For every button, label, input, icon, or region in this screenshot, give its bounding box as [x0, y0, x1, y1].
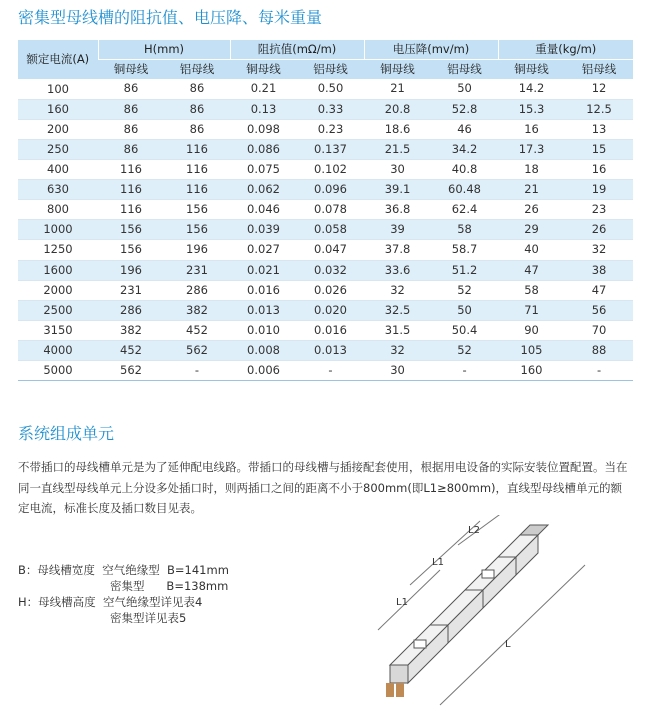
- label-l1-bottom: L1: [396, 597, 408, 608]
- table-cell: 0.021: [230, 260, 297, 280]
- table-cell: 452: [98, 340, 164, 360]
- table-cell: 156: [98, 240, 164, 260]
- table-cell: 39.1: [364, 180, 431, 200]
- header-height: H(mm): [98, 40, 230, 60]
- table-row: [18, 260, 633, 280]
- table-cell: 4000: [18, 340, 98, 360]
- table-row: [18, 240, 633, 260]
- table-cell: 60.48: [431, 180, 498, 200]
- table-cell: 13: [565, 119, 633, 139]
- table-cell: 116: [164, 160, 230, 180]
- subheader-aluminum: 铝母线: [297, 60, 364, 80]
- table-cell: 51.2: [431, 260, 498, 280]
- table-cell: 0.078: [297, 200, 364, 220]
- table-row: [18, 361, 633, 381]
- table-row: [18, 200, 633, 220]
- table-cell: 12.5: [565, 99, 633, 119]
- table-cell: 100: [18, 79, 98, 99]
- busbar-unit-diagram: [370, 515, 610, 715]
- table-cell: 400: [18, 160, 98, 180]
- table-cell: 32: [364, 280, 431, 300]
- table-cell: 14.2: [498, 79, 565, 99]
- table-cell: 50: [431, 300, 498, 320]
- table-cell: -: [164, 361, 230, 381]
- table-cell: 156: [164, 220, 230, 240]
- table-cell: 0.039: [230, 220, 297, 240]
- table-cell: 16: [498, 119, 565, 139]
- table-cell: 86: [164, 99, 230, 119]
- table-cell: 0.058: [297, 220, 364, 240]
- table-cell: 50: [431, 79, 498, 99]
- table-cell: 0.086: [230, 139, 297, 159]
- table-cell: 0.013: [297, 340, 364, 360]
- table-cell: 86: [98, 119, 164, 139]
- table-cell: 200: [18, 119, 98, 139]
- table-cell: 0.016: [230, 280, 297, 300]
- table-cell: 160: [498, 361, 565, 381]
- table-row: [18, 220, 633, 240]
- table-cell: 452: [164, 320, 230, 340]
- label-l2: L2: [468, 525, 480, 536]
- table-row: [18, 280, 633, 300]
- table-cell: 0.010: [230, 320, 297, 340]
- table-cell: 0.21: [230, 79, 297, 99]
- dimension-legend: [18, 562, 229, 626]
- legend-b-air: 空气绝缘型 B=141mm: [102, 563, 229, 577]
- table-cell: 0.047: [297, 240, 364, 260]
- table-cell: 32: [565, 240, 633, 260]
- table-cell: 34.2: [431, 139, 498, 159]
- table-cell: 12: [565, 79, 633, 99]
- table-cell: 0.026: [297, 280, 364, 300]
- table-cell: 62.4: [431, 200, 498, 220]
- table-cell: 0.50: [297, 79, 364, 99]
- table-cell: 86: [164, 79, 230, 99]
- table-cell: 30: [364, 160, 431, 180]
- legend-h-label: H：母线槽高度: [18, 595, 96, 609]
- table-cell: 26: [565, 220, 633, 240]
- table-row: [18, 139, 633, 159]
- table-cell: 630: [18, 180, 98, 200]
- table-cell: 86: [98, 99, 164, 119]
- table-cell: -: [565, 361, 633, 381]
- table-cell: 116: [98, 160, 164, 180]
- table-cell: 0.008: [230, 340, 297, 360]
- table-cell: 286: [164, 280, 230, 300]
- table-cell: 116: [164, 180, 230, 200]
- table-cell: 18.6: [364, 119, 431, 139]
- header-weight: 重量(kg/m): [498, 40, 633, 60]
- table-cell: 105: [498, 340, 565, 360]
- table-cell: 3150: [18, 320, 98, 340]
- table-cell: 0.33: [297, 99, 364, 119]
- table-cell: 47: [498, 260, 565, 280]
- table-cell: 562: [164, 340, 230, 360]
- table-cell: 32: [364, 340, 431, 360]
- table-cell: 40: [498, 240, 565, 260]
- table-cell: 71: [498, 300, 565, 320]
- table-cell: 88: [565, 340, 633, 360]
- table-cell: 1000: [18, 220, 98, 240]
- legend-b-dense: 密集型 B=138mm: [110, 579, 229, 593]
- table-cell: 800: [18, 200, 98, 220]
- table-cell: 562: [98, 361, 164, 381]
- table-cell: 196: [164, 240, 230, 260]
- header-voltage-drop: 电压降(mv/m): [364, 40, 498, 60]
- table-cell: 250: [18, 139, 98, 159]
- table-cell: 156: [164, 200, 230, 220]
- table-cell: 52.8: [431, 99, 498, 119]
- table-cell: 46: [431, 119, 498, 139]
- table-cell: 52: [431, 280, 498, 300]
- table-cell: 52: [431, 340, 498, 360]
- table-cell: 37.8: [364, 240, 431, 260]
- section-title-system-units: 系统组成单元: [18, 424, 115, 443]
- table-cell: 231: [98, 280, 164, 300]
- table-cell: 58: [498, 280, 565, 300]
- table-cell: 0.096: [297, 180, 364, 200]
- table-cell: 86: [98, 79, 164, 99]
- table-cell: 36.8: [364, 200, 431, 220]
- table-cell: 86: [164, 119, 230, 139]
- table-cell: 39: [364, 220, 431, 240]
- table-cell: 0.006: [230, 361, 297, 381]
- legend-h-dense: 密集型详见表5: [110, 611, 187, 625]
- table-row: [18, 119, 633, 139]
- section-title-impedance: 密集型母线槽的阻抗值、电压降、每米重量: [18, 8, 323, 27]
- subheader-aluminum: 铝母线: [431, 60, 498, 80]
- table-cell: 21: [498, 180, 565, 200]
- subheader-copper: 铜母线: [98, 60, 164, 80]
- table-cell: 116: [98, 200, 164, 220]
- table-cell: 0.062: [230, 180, 297, 200]
- table-cell: 58.7: [431, 240, 498, 260]
- subheader-aluminum: 铝母线: [164, 60, 230, 80]
- label-l1-top: L1: [432, 557, 444, 568]
- table-cell: 70: [565, 320, 633, 340]
- table-cell: 160: [18, 99, 98, 119]
- table-cell: 0.027: [230, 240, 297, 260]
- table-cell: 20.8: [364, 99, 431, 119]
- table-row: [18, 340, 633, 360]
- table-cell: 17.3: [498, 139, 565, 159]
- table-cell: 0.137: [297, 139, 364, 159]
- table-cell: 2000: [18, 280, 98, 300]
- subheader-copper: 铜母线: [498, 60, 565, 80]
- table-cell: 21: [364, 79, 431, 99]
- header-impedance: 阻抗值(mΩ/m): [230, 40, 364, 60]
- table-cell: 156: [98, 220, 164, 240]
- table-cell: 382: [164, 300, 230, 320]
- table-row: [18, 160, 633, 180]
- table-cell: 19: [565, 180, 633, 200]
- legend-b-label: B：母线槽宽度: [18, 563, 95, 577]
- table-cell: 2500: [18, 300, 98, 320]
- label-l: L: [505, 639, 511, 650]
- table-cell: 47: [565, 280, 633, 300]
- table-cell: 32.5: [364, 300, 431, 320]
- table-cell: 29: [498, 220, 565, 240]
- header-rated-current: 额定电流(A): [18, 40, 98, 79]
- table-cell: 33.6: [364, 260, 431, 280]
- table-cell: 90: [498, 320, 565, 340]
- table-cell: 0.098: [230, 119, 297, 139]
- table-cell: 231: [164, 260, 230, 280]
- table-cell: 15: [565, 139, 633, 159]
- table-cell: 1600: [18, 260, 98, 280]
- table-cell: 5000: [18, 361, 98, 381]
- table-cell: 38: [565, 260, 633, 280]
- table-row: [18, 300, 633, 320]
- table-cell: 40.8: [431, 160, 498, 180]
- table-cell: 0.032: [297, 260, 364, 280]
- table-cell: 56: [565, 300, 633, 320]
- table-cell: 0.016: [297, 320, 364, 340]
- table-cell: 116: [164, 139, 230, 159]
- table-cell: 16: [565, 160, 633, 180]
- impedance-table: [18, 40, 633, 381]
- table-cell: 23: [565, 200, 633, 220]
- table-cell: 0.020: [297, 300, 364, 320]
- table-cell: 58: [431, 220, 498, 240]
- table-cell: 0.046: [230, 200, 297, 220]
- table-cell: 50.4: [431, 320, 498, 340]
- table-cell: 30: [364, 361, 431, 381]
- table-cell: 196: [98, 260, 164, 280]
- subheader-copper: 铜母线: [230, 60, 297, 80]
- table-row: [18, 320, 633, 340]
- table-row: [18, 99, 633, 119]
- table-row: [18, 79, 633, 99]
- table-cell: 21.5: [364, 139, 431, 159]
- table-cell: 31.5: [364, 320, 431, 340]
- table-cell: 0.102: [297, 160, 364, 180]
- table-cell: 0.075: [230, 160, 297, 180]
- table-cell: 0.013: [230, 300, 297, 320]
- table-cell: 86: [98, 139, 164, 159]
- table-cell: 18: [498, 160, 565, 180]
- table-cell: -: [297, 361, 364, 381]
- table-cell: 0.13: [230, 99, 297, 119]
- table-cell: 0.23: [297, 119, 364, 139]
- table-cell: 26: [498, 200, 565, 220]
- legend-h-air: 空气绝缘型详见表4: [102, 595, 203, 609]
- table-cell: -: [431, 361, 498, 381]
- table-cell: 1250: [18, 240, 98, 260]
- subheader-copper: 铜母线: [364, 60, 431, 80]
- table-row: [18, 180, 633, 200]
- table-cell: 116: [98, 180, 164, 200]
- table-cell: 286: [98, 300, 164, 320]
- subheader-aluminum: 铝母线: [565, 60, 633, 80]
- description-paragraph: 不带插口的母线槽单元是为了延伸配电线路。带插口的母线槽与插接配套使用，根据用电设备的实际安装位置配置。当在同一直线型母线单元上分设多处插口时，则两插口之间的距离不小于800mm(即L1≥800mm)，直线型母线槽单元的额定电流，标准长度及插口数目见表。: [18, 460, 628, 515]
- table-cell: 382: [98, 320, 164, 340]
- table-cell: 15.3: [498, 99, 565, 119]
